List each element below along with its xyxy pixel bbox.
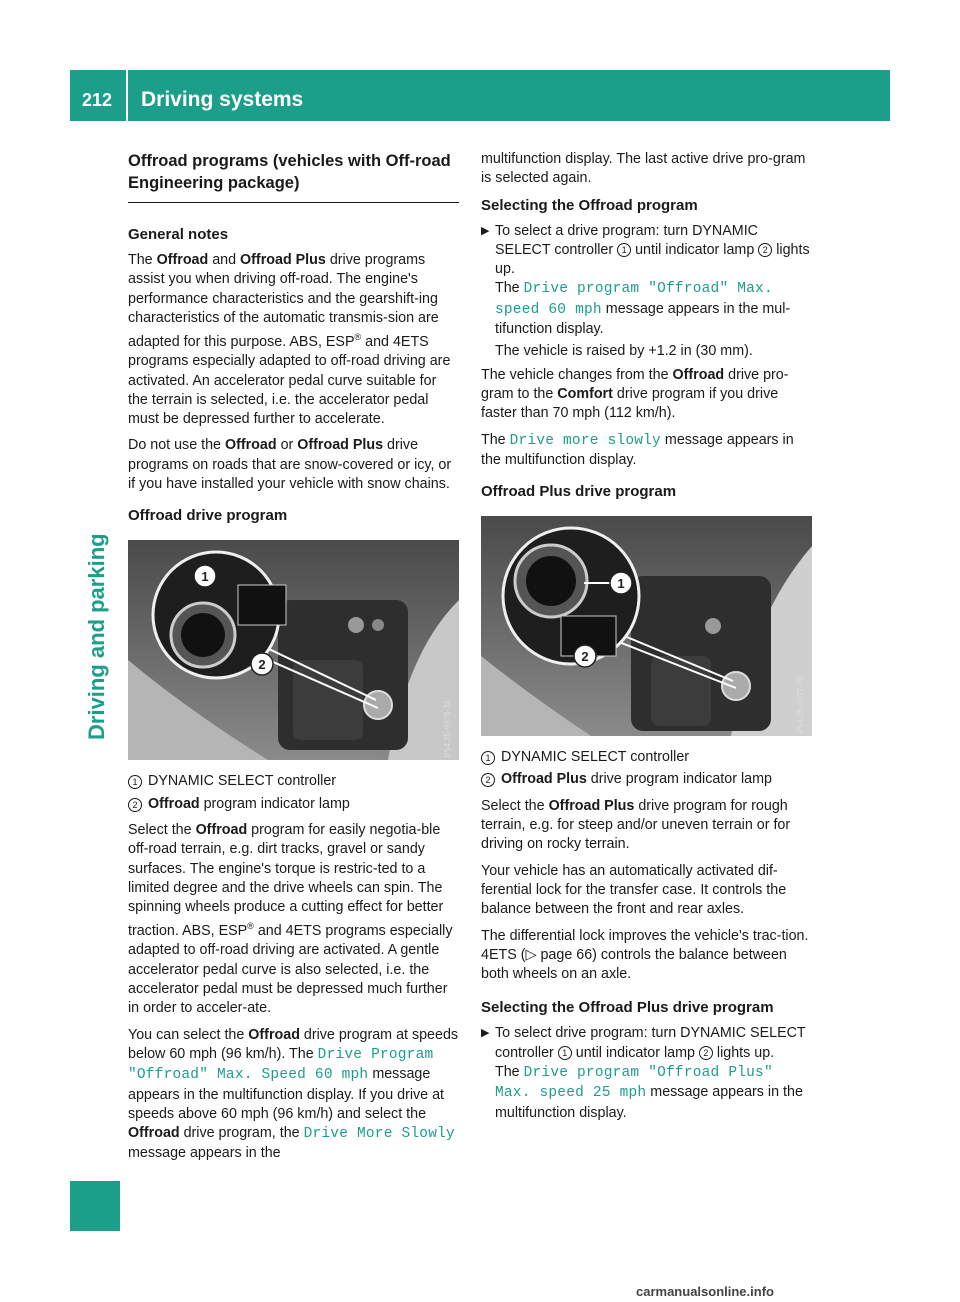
sidebar-chapter (84, 420, 114, 740)
select-offroad-heading: Selecting the Offroad program (481, 196, 698, 214)
right-column (481, 150, 812, 1126)
changes-paragraph: The vehicle changes from the Offroad drive pro-gram to the Comfort drive program if you drive faster than 70 mph (112 km/h). (481, 366, 789, 422)
general-notes-p1: The Offroad and Offroad Plus drive programs assist you when driving off-road. The engine's performance characteristics and the gearshift-ing characteristics of the automatic transmis-sion are adapted for this purpose. ABS, ESP® and 4ETS programs especially adapted to off-road driving are activated. An accelerator pedal curve suitable for the terrain is selected, i.e. the accelerator pedal must be depressed further to accelerate. (128, 252, 451, 428)
callout-number-2: 2 (128, 798, 142, 812)
callout-number-1: 1 (481, 751, 495, 765)
page-ref-arrow-icon: ▷ (525, 946, 537, 963)
offroad-heading: Offroad drive program (128, 507, 288, 525)
select-offroad-step: ▶ To select a drive program: turn DYNAMIC SELECT controller 1 until indicator lamp 2 lights up. The Drive program "Offroad" Max. speed 60 mph message appears in the mul-tifunction display. (481, 222, 810, 338)
offroad-plus-p2: Your vehicle has an automatically activated dif-ferential lock for the transfer case. It controls the balance between the front and rear axles. (481, 862, 787, 918)
offroad-plus-figure (481, 516, 812, 736)
header-divider (126, 70, 128, 121)
watermark: carmanualsonline.info (636, 1284, 774, 1299)
step-arrow-icon: ▶ (481, 224, 490, 237)
callout-2: 2 Offroad program indicator lamp (128, 795, 459, 814)
svg-text:1: 1 (617, 576, 625, 592)
display-message: Drive more slowly (509, 432, 661, 449)
display-message: Drive program "Offroad Plus" Max. speed 25 mph (495, 1065, 773, 1102)
svg-text:1: 1 (201, 569, 209, 585)
section-title: Driving systems (141, 88, 304, 111)
slowly-paragraph: The Drive more slowly message appears in the multifunction display. (481, 431, 794, 468)
offroad-plus-p1: Select the Offroad Plus drive program for rough terrain, e.g. for steep and/or uneven terrain or for driving on rocky terrain. (481, 797, 791, 853)
console-illustration (481, 516, 812, 736)
general-notes-p2: Do not use the Offroad or Offroad Plus drive programs on roads that are snow-covered or icy, or if you have installed your vehicle with snow chains. (128, 437, 452, 493)
page-number: 212 (82, 90, 113, 110)
figure-code: P54.25-9977-31 (795, 675, 805, 734)
offroad-figure (128, 540, 459, 760)
figure-code: P54.25-9976-31 (442, 699, 452, 758)
callout-1: 1 DYNAMIC SELECT controller (128, 772, 459, 791)
sidebar-marker (70, 1181, 120, 1231)
console-illustration (128, 540, 459, 760)
offroad-plus-p3: The differential lock improves the vehicle's trac-tion. 4ETS (▷ page 66) controls the balance between both wheels on an axle. (481, 927, 809, 983)
left-column (128, 150, 459, 1171)
display-message: Drive Program "Offroad" Max. Speed 60 mph (128, 1046, 434, 1084)
select-plus-step: ▶ To select drive program: turn DYNAMIC SELECT controller 1 until indicator lamp 2 lights up. The Drive program "Offroad Plus" Max. speed 25 mph message appears in the multifunction display. (481, 1025, 806, 1121)
callout-2: 2 Offroad Plus drive program indicator lamp (481, 770, 812, 789)
offroad-p2: You can select the Offroad drive program at speeds below 60 mph (96 km/h). The Drive Program "Offroad" Max. Speed 60 mph message appears in the multifunction display. If you drive at speeds above 60 mph (96 km/h) and select the Offroad drive program, the Drive More Slowly message appears in the (128, 1026, 459, 1162)
step-arrow-icon: ▶ (481, 1027, 490, 1040)
svg-text:2: 2 (258, 657, 266, 673)
offroad-p1: Select the Offroad program for easily negotia-ble off-road terrain, e.g. dirt tracks, gravel or sandy surfaces. The engine's torque is restric-ted to a limited degree and the drive wheels can spin. The spinning wheels produce a cutting effect for better traction. ABS, ESP® and 4ETS programs especially adapted to off-road driving are activated. A gentle accelerator pedal curve is also selected, i.e. the accelerator pedal must be depressed much further in order to acceler-ate. (128, 821, 453, 1017)
select-plus-heading: Selecting the Offroad Plus drive program (481, 999, 774, 1017)
page-title: Offroad programs (vehicles with Off-road Engineering package) (128, 150, 459, 203)
offroad-plus-heading: Offroad Plus drive program (481, 483, 677, 501)
display-message: Drive More Slowly (303, 1126, 455, 1143)
svg-text:2: 2 (581, 649, 589, 665)
sidebar-chapter-label: Driving and parking (84, 533, 109, 740)
continued-text: multifunction display. The last active drive pro-gram is selected again. (481, 151, 806, 187)
callout-1: 1 DYNAMIC SELECT controller (481, 748, 812, 767)
callout-number-2: 2 (481, 773, 495, 787)
callout-number-1: 1 (128, 775, 142, 789)
raised-note: The vehicle is raised by +1.2 in (30 mm). (495, 343, 753, 360)
display-message: Drive program "Offroad" Max. speed 60 mph (495, 281, 773, 318)
general-notes-heading: General notes (128, 226, 229, 243)
